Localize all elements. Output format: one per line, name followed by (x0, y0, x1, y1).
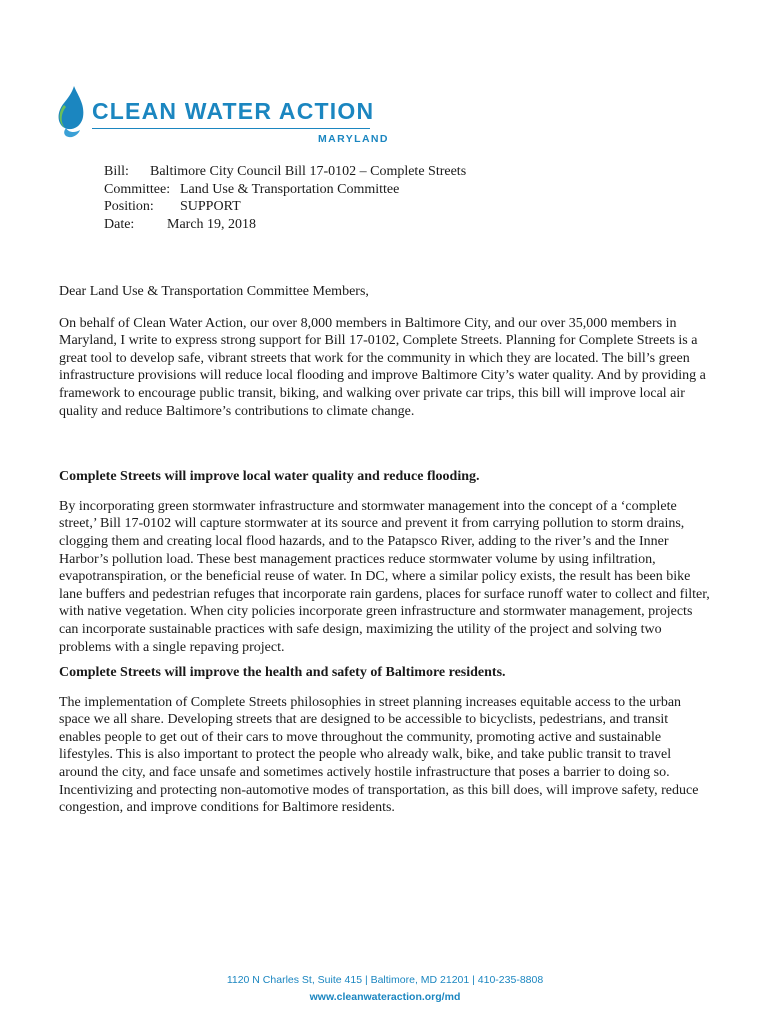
section-heading-safety: Complete Streets will improve the health and safety of Baltimore residents. (59, 665, 506, 681)
footer-url[interactable]: www.cleanwateraction.org/md (309, 991, 461, 1003)
letter-body (59, 283, 711, 817)
committee-value: Land Use & Transportation Committee (180, 181, 400, 197)
chapter-name: MARYLAND (318, 133, 389, 145)
date-label: Date: (104, 216, 135, 232)
intro-paragraph: On behalf of Clean Water Action, our over 8,000 members in Baltimore City, and our over 35,000 members in Maryland, I write to express strong support for Bill 17-0102, Complete Streets. Planning for Complete Streets is a great tool to develop safe, vibrant streets that work for the community in which they are located. The bill’s green infrastructure provisions will reduce local flooding and improve Baltimore City’s water quality. And by providing a framework to encourage public transit, biking, and walking over private car trips, this bill will improve local air quality and reduce Baltimore’s contributions to climate change. (59, 315, 706, 419)
committee-row (104, 181, 466, 199)
date-value: March 19, 2018 (167, 216, 257, 232)
bill-value: Baltimore City Council Bill 17-0102 – Complete Streets (150, 164, 467, 179)
bill-row (104, 163, 466, 181)
section-paragraph-water: By incorporating green stormwater infrastructure and stormwater management into the concept of a ‘complete street,’ Bill 17-0102 will capture stormwater at its source and prevent it from carrying pollution to storm drains, clogging them and creating local flood hazards, and to the Patapsco River, adding to the river’s and the Inner Harbor’s pollution load. These best management practices reduce stormwater volume by using infiltration, evapotranspiration, or the beneficial reuse of water. In DC, where a similar policy exists, the result has been bike lane buffers and pedestrian refuges that incorporate rain gardens, places for surface runoff water to collect and filter, with native vegetation. When city policies incorporate green infrastructure and stormwater management, projects can incorporate sustainable practices with safe design, maximizing the utility of the project and solving two problems with a single repaving project. (59, 498, 710, 655)
water-drop-leaf-icon (52, 84, 88, 140)
date-row (104, 216, 466, 234)
letterhead-logo (52, 84, 389, 150)
letter-footer (0, 972, 770, 1006)
position-label: Position: (104, 199, 154, 214)
section-heading-water: Complete Streets will improve local water quality and reduce flooding. (59, 469, 480, 485)
salutation: Dear Land Use & Transportation Committee Members, (59, 284, 369, 299)
position-row (104, 198, 466, 216)
position-value: SUPPORT (180, 199, 241, 214)
section-paragraph-safety: The implementation of Complete Streets philosophies in street planning increases equitable access to the urban space we all share. Developing streets that are designed to be accessible to bicyclists, pedestrians, and transit enables people to get out of their cars to move throughout the community, promoting active and sustainable lifestyles. This is also important to protect the people who already walk, bike, and take public transit to travel around the city, and face unsafe and sometimes actively hostile infrastructure that poses a barrier to doing so. Incentivizing and protecting non-automotive modes of transportation, as this bill does, will improve safety, reduce congestion, and improve conditions for Baltimore residents. (59, 694, 699, 816)
footer-address: 1120 N Charles St, Suite 415 | Baltimore, MD 21201 | 410-235-8808 (226, 974, 544, 986)
committee-label: Committee: (104, 181, 171, 197)
org-name: CLEAN WATER ACTION (92, 98, 375, 124)
bill-info (104, 163, 466, 233)
bill-label: Bill: (104, 164, 129, 179)
logo-divider (92, 128, 370, 129)
